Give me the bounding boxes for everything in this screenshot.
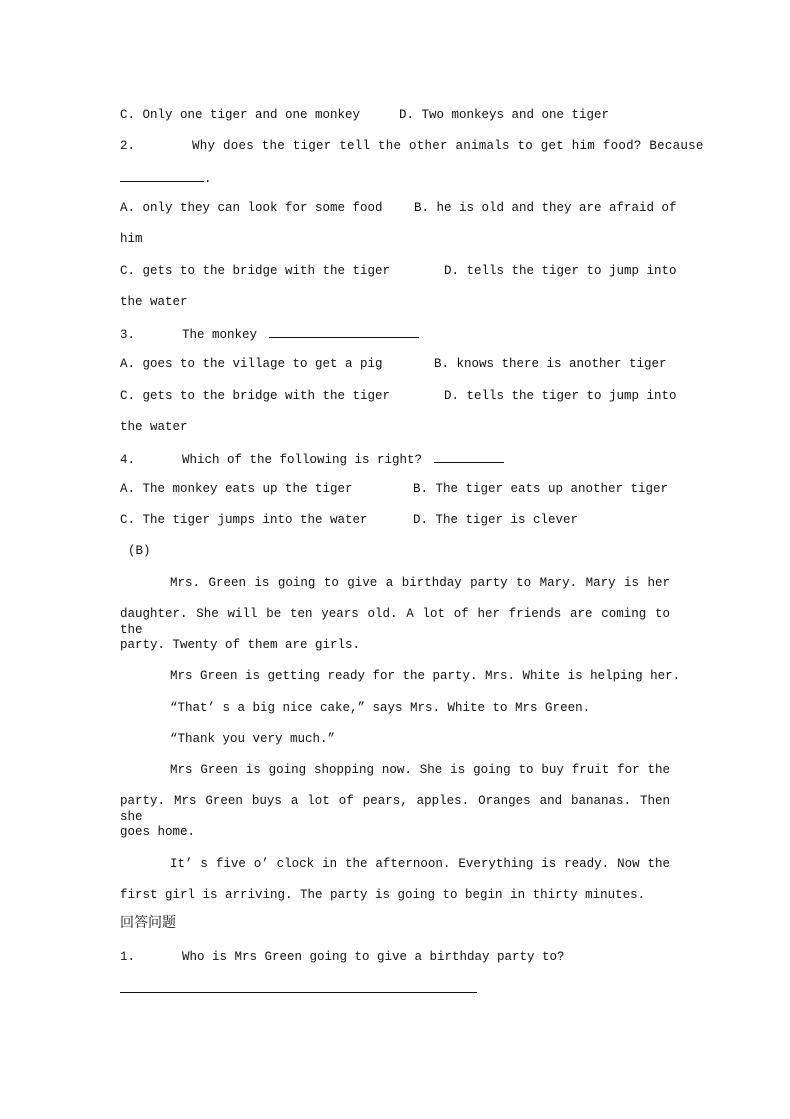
q4-option-row-cd [120,512,670,528]
q3-option-c: C. gets to the bridge with the tiger [120,389,391,403]
passage-p1-line3: party. Twenty of them are girls. [120,638,361,652]
passage-p5-line3: goes home. [120,825,196,839]
q2-option-c: C. gets to the bridge with the tiger [120,264,391,278]
passage-p2: Mrs Green is getting ready for the party. Mrs. White is helping her. [170,669,681,683]
q4-option-d: D. The tiger is clever [413,513,579,527]
q2-number: 2. [120,139,136,153]
q3-option-row-ab [120,356,670,372]
q2-stem-row [120,138,704,154]
q4-option-a: A. The monkey eats up the tiger [120,482,353,496]
answer-q1-row [120,949,670,965]
q2-option-a: A. only they can look for some food [120,201,383,215]
q2-option-d-continued: the water [120,295,188,309]
passage-p1-line2: daughter. She will be ten years old. A lot of her friends are coming to the [120,607,670,637]
q1-option-row-cd [120,107,670,123]
q3-option-row-cd [120,388,677,404]
q4-option-b: B. The tiger eats up another tiger [413,482,669,496]
passage-p5-line2: party. Mrs Green buys a lot of pears, apples. Oranges and bananas. Then she [120,794,670,824]
q4-option-c: C. The tiger jumps into the water [120,513,368,527]
q2-blank-row [120,169,670,187]
q4-option-row-ab [120,481,670,497]
q4-answer-blank [434,450,504,463]
q3-option-a: A. goes to the village to get a pig [120,357,383,371]
q3-stem: The monkey [182,328,258,342]
q2-stem: Why does the tiger tell the other animals to get him food? Because [192,139,704,153]
q4-number: 4. [120,453,136,467]
q3-stem-row [120,325,670,343]
answer-section-heading: 回答问题 [120,915,176,931]
q2-option-b-continued: him [120,232,143,246]
passage-p1-line1: Mrs. Green is going to give a birthday party to Mary. Mary is her [170,576,670,590]
q3-option-b: B. knows there is another tiger [434,357,667,371]
q2-option-d: D. tells the tiger to jump into [444,264,677,278]
q2-option-row-cd [120,263,677,279]
q1-option-c: C. Only one tiger and one monkey [120,108,361,122]
q4-stem-row [120,450,670,468]
q2-option-b: B. he is old and they are afraid of [414,201,677,215]
section-b-label: (B) [128,544,151,558]
q2-stem-end: . [204,172,212,186]
passage-p6-line2: first girl is arriving. The party is going to begin in thirty minutes. [120,888,646,902]
q4-stem: Which of the following is right? [182,453,423,467]
passage-p6-line1: It’ s five o’ clock in the afternoon. Everything is ready. Now the [170,857,670,871]
q3-option-d-continued: the water [120,420,188,434]
passage-p4: “Thank you very much.” [170,732,336,746]
q2-option-row-ab [120,200,677,216]
passage-p5-line1: Mrs Green is going shopping now. She is going to buy fruit for the [170,763,670,777]
q3-option-d: D. tells the tiger to jump into [444,389,677,403]
q3-answer-blank [269,325,419,338]
q3-number: 3. [120,328,136,342]
answer-q1-line [120,992,477,993]
q1-option-d: D. Two monkeys and one tiger [399,108,610,122]
passage-p3: “That’ s a big nice cake,” says Mrs. White to Mrs Green. [170,701,591,715]
answer-q1-number: 1. [120,950,136,964]
answer-q1-text: Who is Mrs Green going to give a birthday party to? [182,950,565,964]
q2-answer-blank [120,169,204,182]
